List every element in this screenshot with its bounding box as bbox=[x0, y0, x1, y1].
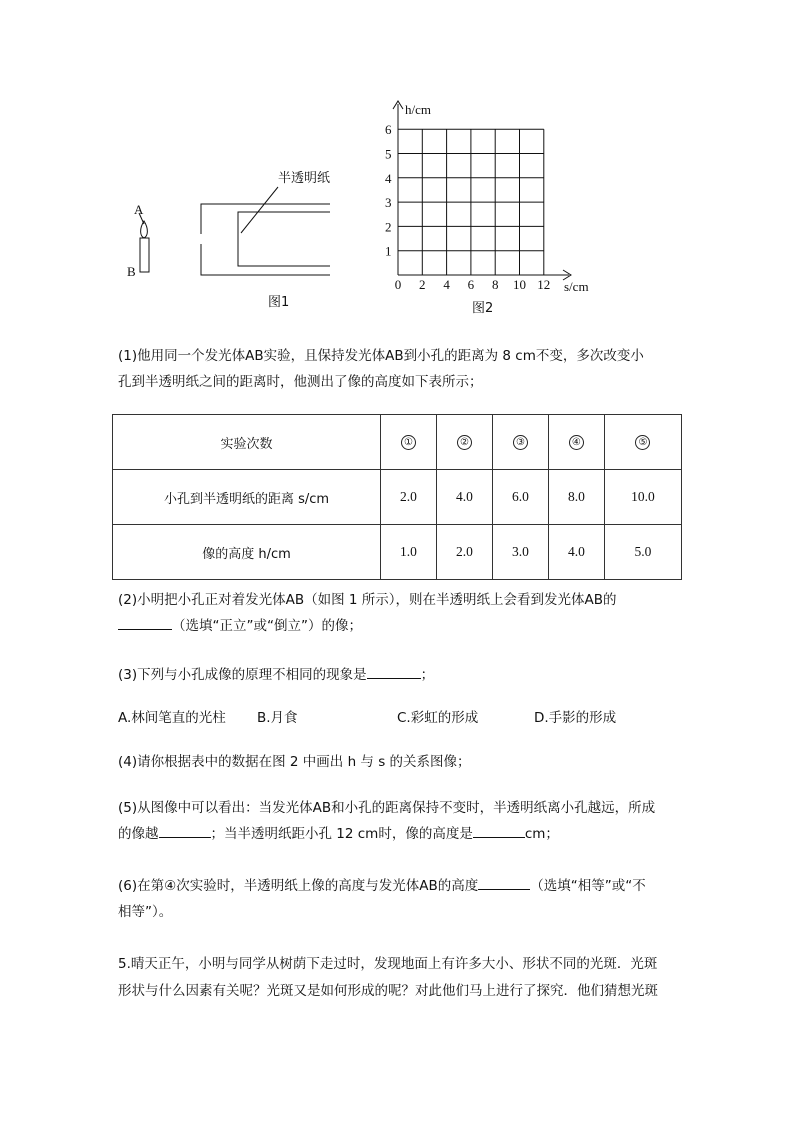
label-b: B bbox=[127, 264, 136, 279]
trial-number: ⑤ bbox=[635, 435, 650, 450]
option-d: D.手影的形成 bbox=[534, 710, 617, 726]
question-5 bbox=[118, 795, 688, 847]
trial-number: ② bbox=[457, 435, 472, 450]
trial-number: ④ bbox=[569, 435, 584, 450]
row-h-label: 像的高度 h/cm bbox=[113, 525, 381, 580]
x-tick-label: 4 bbox=[443, 277, 450, 292]
question-2-line-2-text: （选填“正立”或“倒立”）的像； bbox=[172, 618, 362, 634]
question-next bbox=[118, 951, 688, 1005]
question-4 bbox=[118, 749, 688, 775]
table-cell: 2.0 bbox=[436, 525, 492, 580]
table-cell bbox=[492, 415, 548, 470]
x-tick-label: 2 bbox=[419, 277, 426, 292]
table-cell: 3.0 bbox=[492, 525, 548, 580]
question-1-line-1: (1)他用同一个发光体AB实验，且保持发光体AB到小孔的距离为 8 cm不变，多次改变小 bbox=[118, 348, 644, 364]
answer-blank[interactable] bbox=[473, 823, 525, 838]
question-5-text-a: 的像越 bbox=[118, 826, 159, 842]
question-6-line-2: 相等”）。 bbox=[118, 904, 173, 920]
figures bbox=[0, 0, 794, 330]
x-tick-label: 12 bbox=[537, 277, 551, 292]
paper-leader-line bbox=[241, 187, 278, 233]
figure-2-caption: 图2 bbox=[472, 301, 494, 316]
table-cell: 2.0 bbox=[381, 470, 437, 525]
figure-2 bbox=[385, 101, 589, 316]
question-6 bbox=[118, 873, 688, 925]
table-cell bbox=[604, 415, 681, 470]
table-row bbox=[113, 525, 682, 580]
question-2-line-1: (2)小明把小孔正对着发光体AB（如图 1 所示），则在半透明纸上会看到发光体AB的 bbox=[118, 592, 617, 608]
answer-blank[interactable] bbox=[367, 664, 421, 679]
box-outer-top bbox=[201, 204, 330, 234]
answer-blank[interactable] bbox=[159, 823, 211, 838]
x-tick-label: 6 bbox=[467, 277, 475, 292]
translucent-paper-label: 半透明纸 bbox=[278, 171, 331, 186]
x-tick-label: 8 bbox=[491, 277, 499, 292]
question-5-line-1: (5)从图像中可以看出：当发光体AB和小孔的距离保持不变时，半透明纸离小孔越远，所成 bbox=[118, 800, 656, 816]
question-1-line-2: 孔到半透明纸之间的距离时，他测出了像的高度如下表所示； bbox=[118, 374, 483, 390]
question-2-line-2 bbox=[118, 613, 688, 639]
y-tick-label: 1 bbox=[385, 243, 392, 259]
y-tick-label: 4 bbox=[385, 170, 392, 186]
box-outer-bottom bbox=[201, 244, 330, 275]
question-3-end: ； bbox=[420, 667, 435, 683]
table-cell bbox=[381, 415, 437, 470]
label-a: A bbox=[134, 202, 144, 217]
table-cell: 5.0 bbox=[604, 525, 681, 580]
x-tick-label: 10 bbox=[513, 277, 526, 292]
question-1 bbox=[118, 343, 688, 395]
option-c: C.彩虹的形成 bbox=[397, 710, 479, 726]
y-tick-label: 6 bbox=[385, 122, 392, 138]
x-tick-label: 0 bbox=[394, 277, 402, 292]
table-cell: 4.0 bbox=[436, 470, 492, 525]
table-row bbox=[113, 415, 682, 470]
graph-grid bbox=[398, 129, 544, 275]
candle-body bbox=[140, 238, 149, 272]
option-b: B.月食 bbox=[257, 710, 298, 726]
question-6-text-b: （选填“相等”或“不 bbox=[530, 878, 646, 894]
y-tick-label: 3 bbox=[385, 195, 392, 211]
answer-blank[interactable] bbox=[478, 875, 530, 890]
question-3 bbox=[118, 662, 688, 688]
question-6-text-a: (6)在第④次实验时，半透明纸上像的高度与发光体AB的高度 bbox=[118, 878, 479, 894]
data-table bbox=[112, 414, 682, 580]
table-row bbox=[113, 470, 682, 525]
table-cell bbox=[548, 415, 604, 470]
question-4-text: (4)请你根据表中的数据在图 2 中画出 h 与 s 的关系图像； bbox=[118, 754, 471, 770]
table-cell: 1.0 bbox=[381, 525, 437, 580]
next-question-line-1: 5.晴天正午，小明与同学从树荫下走过时，发现地面上有许多大小、形状不同的光斑．光斑 bbox=[118, 956, 658, 972]
question-5-text-b: ；当半透明纸距小孔 12 cm时，像的高度是 bbox=[210, 826, 473, 842]
x-tick-labels bbox=[395, 277, 551, 292]
next-question-line-2: 形状与什么因素有关呢？光斑又是如何形成的呢？对此他们马上进行了探究．他们猜想光斑 bbox=[118, 983, 658, 999]
y-axis-label: h/cm bbox=[405, 102, 431, 117]
table-cell: 8.0 bbox=[548, 470, 604, 525]
table-cell: 6.0 bbox=[492, 470, 548, 525]
row-s-label: 小孔到半透明纸的距离 s/cm bbox=[113, 470, 381, 525]
question-2 bbox=[118, 587, 688, 639]
table-header-label: 实验次数 bbox=[113, 415, 381, 470]
trial-number: ① bbox=[401, 435, 416, 450]
table-cell: 10.0 bbox=[604, 470, 681, 525]
question-5-text-c: cm； bbox=[524, 826, 559, 842]
figure-1-caption: 图1 bbox=[268, 295, 290, 310]
option-a: A.林间笔直的光柱 bbox=[118, 710, 226, 726]
y-tick-label: 5 bbox=[385, 146, 392, 162]
x-axis-label: s/cm bbox=[564, 279, 589, 294]
y-tick-label: 2 bbox=[385, 219, 392, 235]
table-cell bbox=[436, 415, 492, 470]
question-3-text: (3)下列与小孔成像的原理不相同的现象是 bbox=[118, 667, 367, 683]
answer-blank[interactable] bbox=[118, 615, 172, 630]
table-cell: 4.0 bbox=[548, 525, 604, 580]
y-tick-labels bbox=[385, 122, 392, 259]
trial-number: ③ bbox=[513, 435, 528, 450]
figure-1 bbox=[127, 170, 330, 310]
